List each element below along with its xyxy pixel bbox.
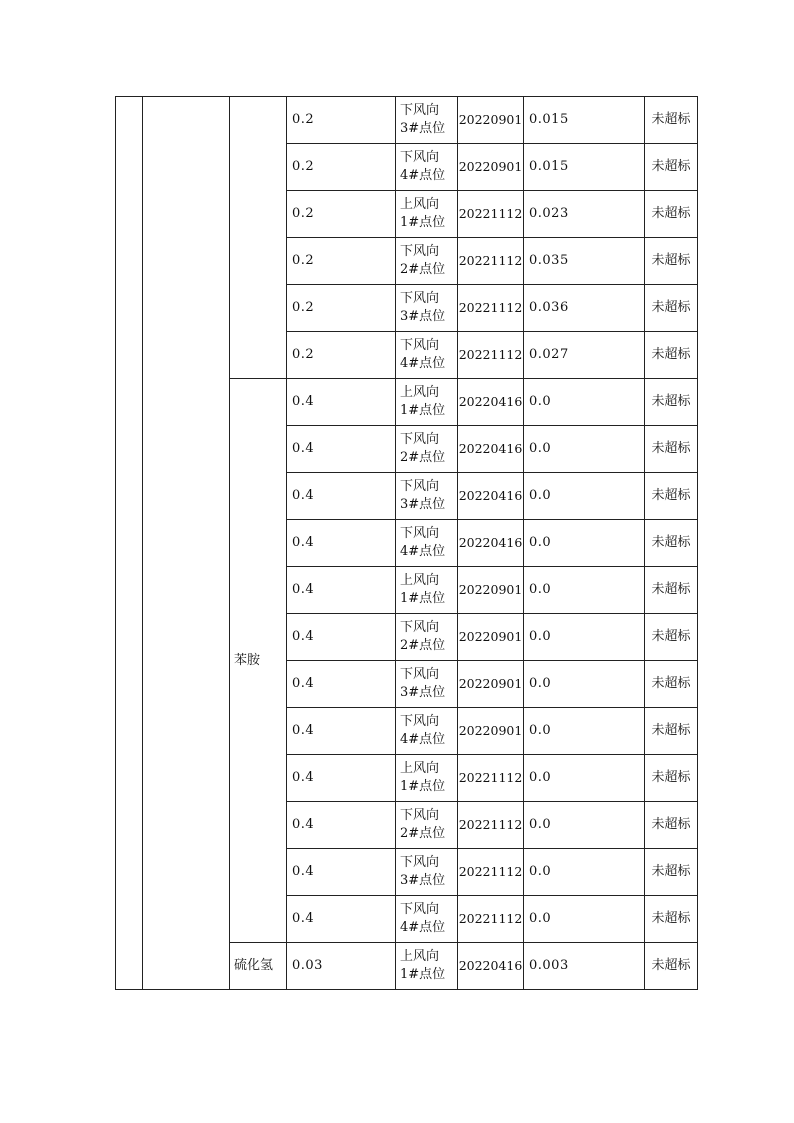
table-body — [116, 97, 698, 990]
status-cell: 未超标 — [645, 896, 698, 943]
status-cell: 未超标 — [645, 473, 698, 520]
point-number: 2#点位 — [400, 826, 446, 841]
status-cell: 未超标 — [645, 238, 698, 285]
status-cell: 未超标 — [645, 708, 698, 755]
result-cell: 0.0 — [524, 802, 645, 849]
point-number: 4#点位 — [400, 356, 446, 371]
limit-cell: 0.2 — [287, 97, 396, 144]
point-cell — [396, 567, 458, 614]
point-direction: 下风向 — [400, 714, 440, 729]
result-cell: 0.015 — [524, 97, 645, 144]
point-number: 3#点位 — [400, 497, 446, 512]
point-number: 4#点位 — [400, 732, 446, 747]
status-cell: 未超标 — [645, 802, 698, 849]
index-cell — [116, 97, 143, 990]
point-direction: 下风向 — [400, 291, 440, 306]
status-cell: 未超标 — [645, 97, 698, 144]
point-direction: 下风向 — [400, 855, 440, 870]
limit-cell: 0.2 — [287, 332, 396, 379]
limit-cell: 0.4 — [287, 849, 396, 896]
limit-cell: 0.4 — [287, 708, 396, 755]
date-cell: 20221112 — [458, 896, 524, 943]
limit-cell: 0.2 — [287, 238, 396, 285]
status-cell: 未超标 — [645, 849, 698, 896]
point-direction: 上风向 — [400, 385, 440, 400]
status-cell: 未超标 — [645, 567, 698, 614]
point-direction: 下风向 — [400, 244, 440, 259]
point-number: 2#点位 — [400, 450, 446, 465]
point-number: 1#点位 — [400, 403, 446, 418]
result-cell: 0.0 — [524, 614, 645, 661]
date-cell: 20220416 — [458, 943, 524, 990]
monitoring-results-table — [115, 96, 698, 990]
date-cell: 20220901 — [458, 661, 524, 708]
result-cell: 0.023 — [524, 191, 645, 238]
limit-cell: 0.4 — [287, 755, 396, 802]
date-cell: 20220416 — [458, 379, 524, 426]
date-cell: 20221112 — [458, 238, 524, 285]
result-cell: 0.0 — [524, 473, 645, 520]
result-cell: 0.035 — [524, 238, 645, 285]
status-cell: 未超标 — [645, 943, 698, 990]
point-cell — [396, 755, 458, 802]
result-cell: 0.036 — [524, 285, 645, 332]
result-cell: 0.0 — [524, 567, 645, 614]
point-direction: 下风向 — [400, 808, 440, 823]
point-direction: 上风向 — [400, 949, 440, 964]
result-cell: 0.0 — [524, 379, 645, 426]
point-cell — [396, 379, 458, 426]
point-direction: 下风向 — [400, 432, 440, 447]
status-cell: 未超标 — [645, 614, 698, 661]
point-number: 1#点位 — [400, 215, 446, 230]
point-cell — [396, 426, 458, 473]
date-cell: 20221112 — [458, 285, 524, 332]
date-cell: 20220901 — [458, 567, 524, 614]
point-cell — [396, 97, 458, 144]
result-cell: 0.003 — [524, 943, 645, 990]
limit-cell: 0.4 — [287, 473, 396, 520]
point-cell — [396, 943, 458, 990]
result-cell: 0.0 — [524, 755, 645, 802]
point-direction: 下风向 — [400, 338, 440, 353]
status-cell: 未超标 — [645, 520, 698, 567]
point-cell — [396, 802, 458, 849]
point-number: 1#点位 — [400, 779, 446, 794]
point-number: 2#点位 — [400, 262, 446, 277]
date-cell: 20220901 — [458, 97, 524, 144]
limit-cell: 0.2 — [287, 191, 396, 238]
point-direction: 下风向 — [400, 526, 440, 541]
point-direction: 上风向 — [400, 761, 440, 776]
point-direction: 下风向 — [400, 150, 440, 165]
status-cell: 未超标 — [645, 285, 698, 332]
limit-cell: 0.2 — [287, 144, 396, 191]
point-number: 3#点位 — [400, 685, 446, 700]
point-number: 4#点位 — [400, 544, 446, 559]
point-direction: 下风向 — [400, 479, 440, 494]
result-cell: 0.027 — [524, 332, 645, 379]
point-cell — [396, 849, 458, 896]
result-cell: 0.0 — [524, 708, 645, 755]
result-cell: 0.015 — [524, 144, 645, 191]
date-cell: 20220901 — [458, 708, 524, 755]
status-cell: 未超标 — [645, 426, 698, 473]
substance-cell: 硫化氢 — [230, 943, 287, 990]
point-number: 3#点位 — [400, 121, 446, 136]
limit-cell: 0.4 — [287, 614, 396, 661]
limit-cell: 0.4 — [287, 802, 396, 849]
status-cell: 未超标 — [645, 661, 698, 708]
date-cell: 20220416 — [458, 426, 524, 473]
limit-cell: 0.4 — [287, 520, 396, 567]
point-direction: 下风向 — [400, 103, 440, 118]
point-cell — [396, 144, 458, 191]
limit-cell: 0.4 — [287, 661, 396, 708]
limit-cell: 0.4 — [287, 426, 396, 473]
date-cell: 20220416 — [458, 473, 524, 520]
table-row — [116, 97, 698, 144]
category-cell — [143, 97, 230, 990]
result-cell: 0.0 — [524, 661, 645, 708]
substance-cell: 苯胺 — [230, 379, 287, 943]
point-cell — [396, 661, 458, 708]
result-cell: 0.0 — [524, 849, 645, 896]
date-cell: 20220416 — [458, 520, 524, 567]
date-cell: 20221112 — [458, 332, 524, 379]
point-number: 4#点位 — [400, 920, 446, 935]
result-cell: 0.0 — [524, 896, 645, 943]
point-number: 1#点位 — [400, 591, 446, 606]
status-cell: 未超标 — [645, 191, 698, 238]
point-direction: 下风向 — [400, 667, 440, 682]
limit-cell: 0.4 — [287, 896, 396, 943]
point-cell — [396, 896, 458, 943]
point-cell — [396, 332, 458, 379]
date-cell: 20221112 — [458, 849, 524, 896]
point-direction: 上风向 — [400, 197, 440, 212]
point-number: 3#点位 — [400, 309, 446, 324]
point-cell — [396, 191, 458, 238]
status-cell: 未超标 — [645, 332, 698, 379]
point-cell — [396, 520, 458, 567]
limit-cell: 0.4 — [287, 379, 396, 426]
date-cell: 20220901 — [458, 144, 524, 191]
point-cell — [396, 473, 458, 520]
date-cell: 20221112 — [458, 755, 524, 802]
point-number: 2#点位 — [400, 638, 446, 653]
point-cell — [396, 238, 458, 285]
date-cell: 20221112 — [458, 191, 524, 238]
point-number: 4#点位 — [400, 168, 446, 183]
point-number: 3#点位 — [400, 873, 446, 888]
status-cell: 未超标 — [645, 379, 698, 426]
point-direction: 下风向 — [400, 902, 440, 917]
date-cell: 20221112 — [458, 802, 524, 849]
date-cell: 20220901 — [458, 614, 524, 661]
result-cell: 0.0 — [524, 520, 645, 567]
point-direction: 下风向 — [400, 620, 440, 635]
status-cell: 未超标 — [645, 144, 698, 191]
point-cell — [396, 285, 458, 332]
substance-cell — [230, 97, 287, 379]
point-direction: 上风向 — [400, 573, 440, 588]
point-cell — [396, 614, 458, 661]
status-cell: 未超标 — [645, 755, 698, 802]
point-cell — [396, 708, 458, 755]
limit-cell: 0.03 — [287, 943, 396, 990]
limit-cell: 0.4 — [287, 567, 396, 614]
point-number: 1#点位 — [400, 967, 446, 982]
limit-cell: 0.2 — [287, 285, 396, 332]
result-cell: 0.0 — [524, 426, 645, 473]
